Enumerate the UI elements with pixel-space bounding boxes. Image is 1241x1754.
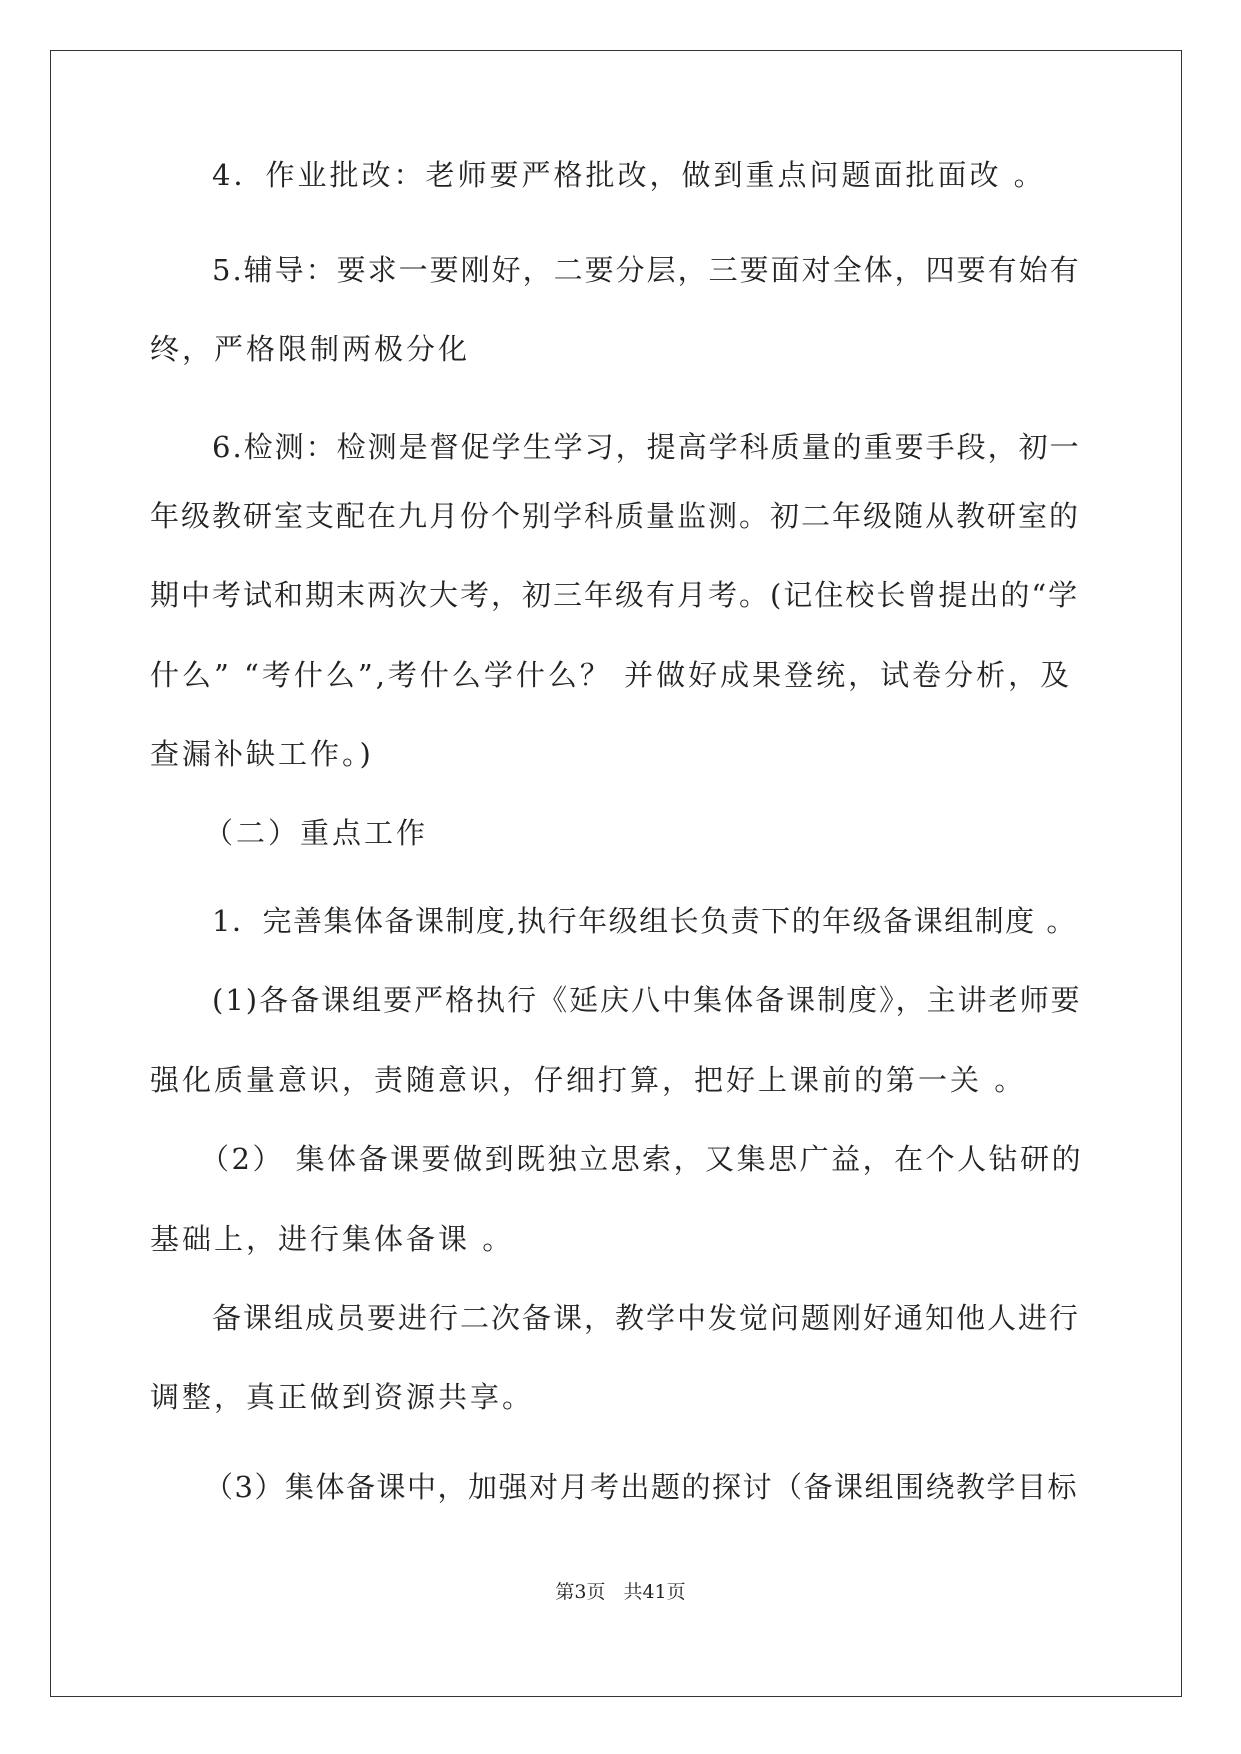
paragraph-line: 年级教研室支配在九月份个别学科质量监测。初二年级随从教研室的 xyxy=(150,499,1081,533)
paragraph-line: (1)各备课组要严格执行《延庆八中集体备课制度》，主讲老师要 xyxy=(212,983,1082,1017)
paragraph-line: （3）集体备课中，加强对月考出题的探讨（备课组围绕教学目标 xyxy=(204,1470,1078,1504)
page-total: 共41页 xyxy=(623,1581,686,1603)
paragraph-line: 终，严格限制两极分化 xyxy=(150,332,471,366)
paragraph-line: 5.辅导：要求一要刚好，二要分层，三要面对全体，四要有始有 xyxy=(212,253,1081,287)
page-footer xyxy=(0,1580,1241,1604)
paragraph-line: 1．完善集体备课制度,执行年级组长负责下的年级备课组制度 。 xyxy=(212,904,1077,938)
paragraph-line: 查漏补缺工作。) xyxy=(150,737,374,771)
paragraph-line: 基础上，进行集体备课 。 xyxy=(150,1222,515,1256)
paragraph-line: 什么” “考什么”,考什么学什么？ 并做好成果登统，试卷分析，及 xyxy=(150,658,1073,692)
paragraph-line: 期中考试和期末两次大考，初三年级有月考。(记住校长曾提出的“学 xyxy=(150,578,1080,612)
paragraph-line: 强化质量意识，责随意识，仔细打算，把好上课前的第一关 。 xyxy=(150,1063,1027,1097)
paragraph-line: 备课组成员要进行二次备课，教学中发觉问题刚好通知他人进行 xyxy=(212,1301,1081,1335)
paragraph-line: 4．作业批改：老师要严格批改，做到重点问题面批面改 。 xyxy=(212,158,1046,192)
paragraph-line: 6.检测：检测是督促学生学习，提高学科质量的重要手段，初一 xyxy=(212,430,1081,464)
paragraph-line: （2） 集体备课要做到既独立思索，又集思广益，在个人钻研的 xyxy=(200,1142,1084,1176)
section-heading: （二）重点工作 xyxy=(204,816,429,850)
page-border xyxy=(50,50,1182,1697)
page-number: 第3页 xyxy=(555,1581,606,1603)
paragraph-line: 调整，真正做到资源共享。 xyxy=(150,1380,535,1414)
